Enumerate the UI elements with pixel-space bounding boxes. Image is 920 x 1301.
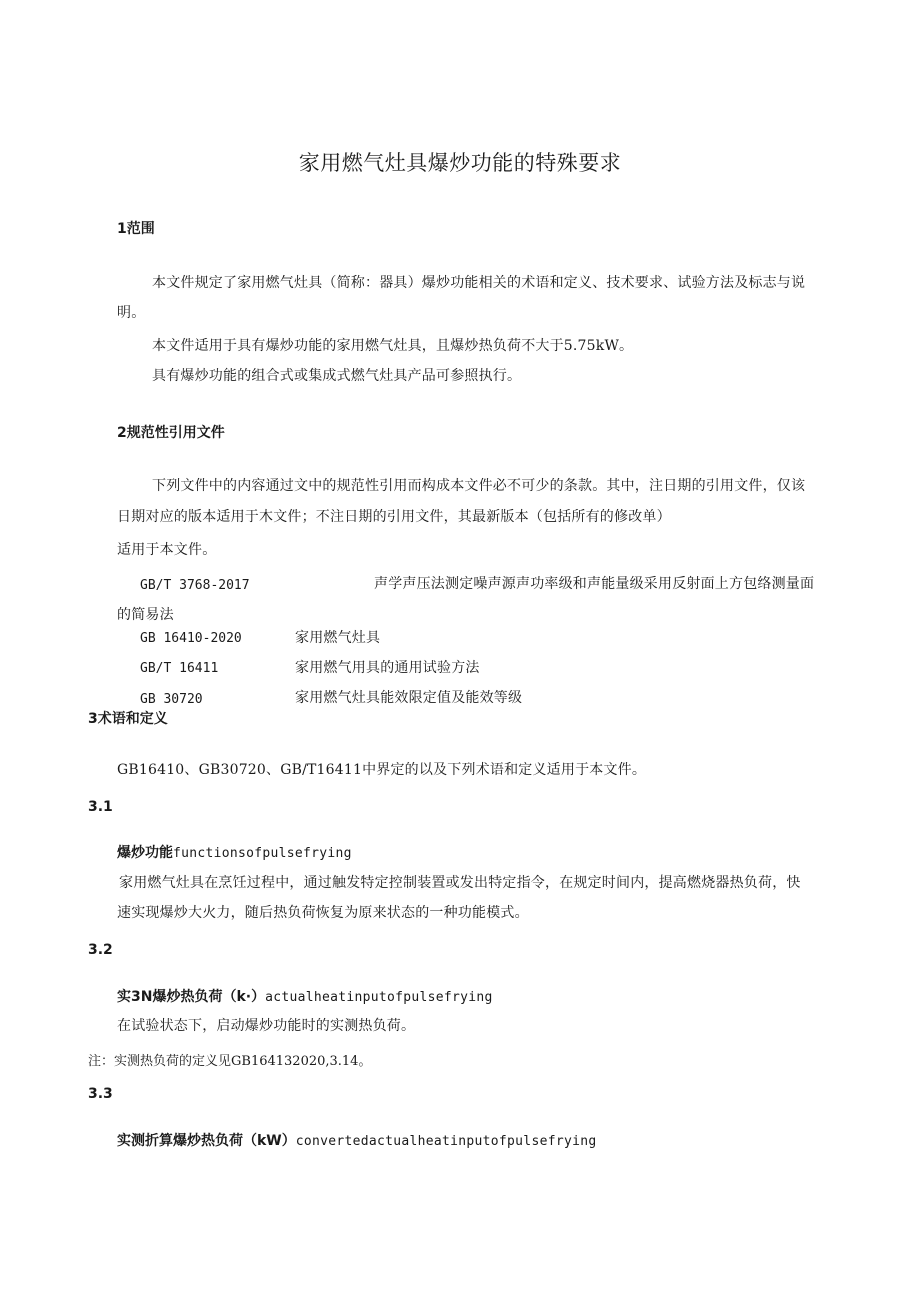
ref-title-continued: 的简易法 bbox=[117, 607, 174, 623]
section-1-para-3: 具有爆炒功能的组合式或集成式燃气灶具产品可参照执行。 bbox=[152, 368, 522, 384]
ref-title: 家用燃气灶具 bbox=[295, 630, 381, 646]
section-2-para-line-1: 下列文件中的内容通过文中的规范性引用而构成本文件必不可少的条款。其中，注日期的引用文件，仅该 bbox=[152, 478, 806, 494]
section-1-heading: 1范围 bbox=[117, 221, 155, 237]
term-3-3-title bbox=[117, 1132, 596, 1148]
ref-code: GB 16410-2020 bbox=[140, 631, 242, 646]
term-3-1-number: 3.1 bbox=[88, 799, 113, 815]
term-3-3-zh: 实测折算爆炒热负荷（kW） bbox=[117, 1133, 296, 1149]
section-1-para-1-line-2: 明。 bbox=[117, 305, 146, 321]
ref-title: 家用燃气灶具能效限定值及能效等级 bbox=[295, 690, 523, 706]
section-1-para-2: 本文件适用于具有爆炒功能的家用燃气灶具，且爆炒热负荷不大于5.75kW。 bbox=[152, 338, 634, 354]
term-3-1-zh: 爆炒功能 bbox=[117, 845, 173, 861]
term-3-1-en: functionsofpulsefrying bbox=[173, 846, 352, 861]
document-title: 家用燃气灶具爆炒功能的特殊要求 bbox=[298, 151, 622, 175]
ref-code: GB 30720 bbox=[140, 692, 203, 707]
term-3-1-definition-line-1: 家用燃气灶具在烹饪过程中，通过触发特定控制装置或发出特定指令，在规定时间内，提高燃烧器热负荷，快 bbox=[119, 875, 801, 891]
term-3-2-en: actualheatinputofpulsefrying bbox=[265, 990, 493, 1005]
term-3-1-definition-line-2: 速实现爆炒大火力，随后热负荷恢复为原来状态的一种功能模式。 bbox=[117, 905, 529, 921]
ref-code: GB/T 16411 bbox=[140, 661, 219, 676]
term-3-2-zh: 实3N爆炒热负荷（k·） bbox=[117, 989, 266, 1005]
section-2-para-line-2: 日期对应的版本适用于木文件；不注日期的引用文件，其最新版本（包括所有的修改单） bbox=[117, 509, 671, 525]
term-3-3-en: convertedactualheatinputofpulsefrying bbox=[295, 1134, 597, 1149]
section-3-heading: 3术语和定义 bbox=[88, 711, 168, 727]
section-3-intro: GB16410、GB30720、GB/T16411中界定的以及下列术语和定义适用于本文件。 bbox=[117, 762, 647, 778]
term-3-2-number: 3.2 bbox=[88, 942, 113, 958]
section-1-para-1-line-1: 本文件规定了家用燃气灶具（简称：器具）爆炒功能相关的术语和定义、技术要求、试验方法及标志与说 bbox=[152, 275, 806, 291]
term-3-1-title bbox=[117, 844, 352, 860]
ref-title: 声学声压法测定噪声源声功率级和声能量级采用反射面上方包络测量面 bbox=[374, 576, 815, 592]
term-3-3-number: 3.3 bbox=[88, 1086, 113, 1102]
term-3-2-note: 注：实测热负荷的定义见GB164132020,3.14。 bbox=[88, 1054, 372, 1069]
ref-code: GB/T 3768-2017 bbox=[140, 578, 250, 593]
ref-title: 家用燃气用具的通用试验方法 bbox=[295, 660, 480, 676]
section-2-para-line-3: 适用于本文件。 bbox=[117, 542, 217, 558]
term-3-2-definition: 在试验状态下，启动爆炒功能时的实测热负荷。 bbox=[117, 1018, 416, 1034]
section-2-heading: 2规范性引用文件 bbox=[117, 425, 225, 441]
term-3-2-title bbox=[117, 988, 493, 1004]
